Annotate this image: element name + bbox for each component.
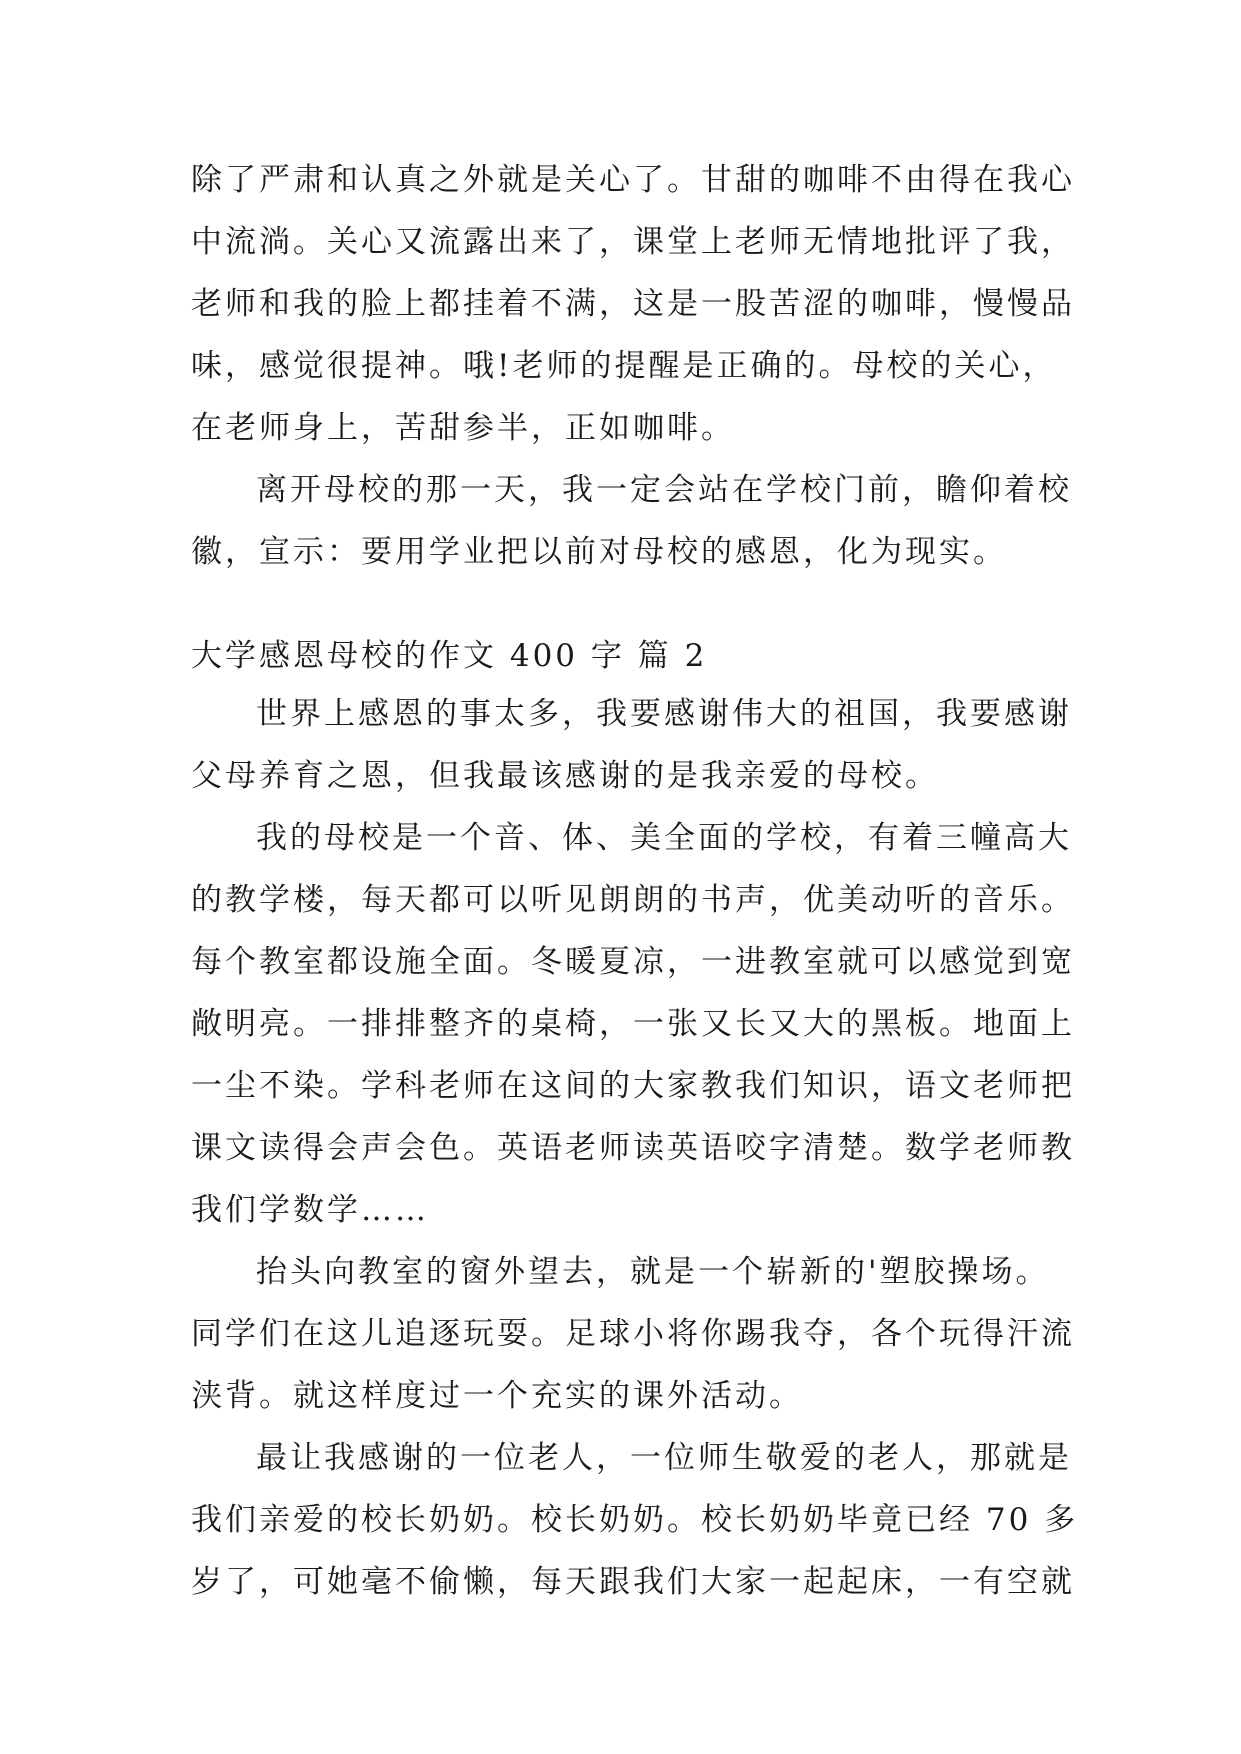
text-line: 父母养育之恩，但我最该感谢的是我亲爱的母校。 (191, 758, 939, 794)
text-line: 中流淌。关心又流露出来了，课堂上老师无情地批评了我， (191, 224, 1075, 260)
text-line: 最让我感谢的一位老人，一位师生敬爱的老人，那就是 (256, 1440, 1072, 1476)
text-line: 岁了，可她毫不偷懒，每天跟我们大家一起起床，一有空就 (191, 1564, 1075, 1600)
text-line: 徽，宣示：要用学业把以前对母校的感恩，化为现实。 (191, 534, 1007, 570)
text-line: 敞明亮。一排排整齐的桌椅，一张又长又大的黑板。地面上 (191, 1006, 1075, 1042)
text-line: 我们学数学…… (191, 1192, 429, 1228)
text-line: 一尘不染。学科老师在这间的大家教我们知识，语文老师把 (191, 1068, 1075, 1104)
text-line: 我的母校是一个音、体、美全面的学校，有着三幢高大 (256, 820, 1072, 856)
section-heading: 大学感恩母校的作文 400 字 篇 2 (191, 638, 708, 674)
text-line: 的教学楼，每天都可以听见朗朗的书声，优美动听的音乐。 (191, 882, 1075, 918)
text-line: 味，感觉很提神。哦!老师的提醒是正确的。母校的关心， (191, 348, 1057, 384)
text-line: 课文读得会声会色。英语老师读英语咬字清楚。数学老师教 (191, 1130, 1075, 1166)
text-line: 抬头向教室的窗外望去，就是一个崭新的'塑胶操场。 (256, 1254, 1050, 1290)
text-line: 在老师身上，苦甜参半，正如咖啡。 (191, 410, 735, 446)
text-line: 浃背。就这样度过一个充实的课外活动。 (191, 1378, 803, 1414)
text-line: 离开母校的那一天，我一定会站在学校门前，瞻仰着校 (256, 472, 1072, 508)
text-line: 世界上感恩的事太多，我要感谢伟大的祖国，我要感谢 (256, 696, 1072, 732)
text-line: 每个教室都设施全面。冬暖夏凉，一进教室就可以感觉到宽 (191, 944, 1075, 980)
text-line: 同学们在这儿追逐玩耍。足球小将你踢我夺，各个玩得汗流 (191, 1316, 1075, 1352)
text-line: 我们亲爱的校长奶奶。校长奶奶。校长奶奶毕竟已经 70 多 (191, 1502, 1079, 1538)
text-line: 老师和我的脸上都挂着不满，这是一股苦涩的咖啡，慢慢品 (191, 286, 1075, 322)
text-line: 除了严肃和认真之外就是关心了。甘甜的咖啡不由得在我心 (191, 162, 1075, 198)
